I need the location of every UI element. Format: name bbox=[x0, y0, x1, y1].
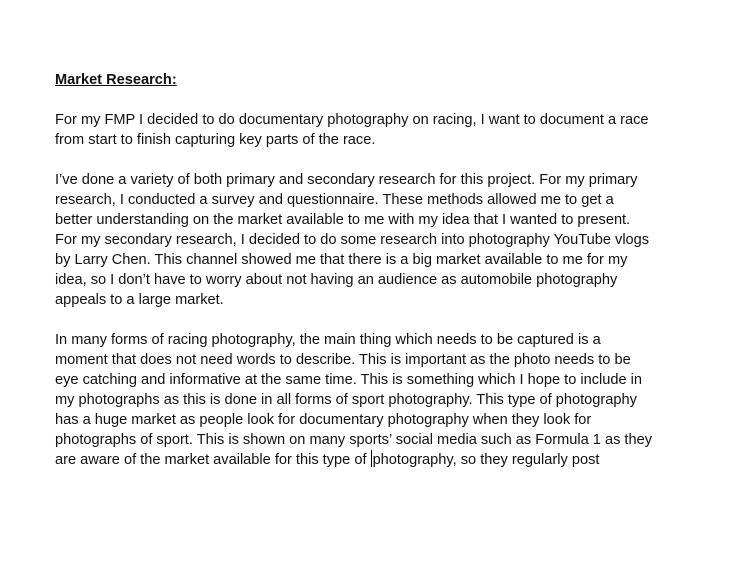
paragraph-line: better understanding on the market available to me with my idea that I wanted to present. bbox=[55, 212, 631, 228]
paragraph-line: In many forms of racing photography, the main thing which needs to be captured is a bbox=[55, 332, 601, 348]
paragraph-line: I’ve done a variety of both primary and secondary research for this project. For my primary bbox=[55, 172, 638, 188]
text-cursor bbox=[371, 450, 372, 467]
paragraph-line: appeals to a large market. bbox=[55, 292, 224, 308]
paragraph-line: idea, so I don’t have to worry about not having an audience as automobile photography bbox=[55, 272, 618, 288]
paragraph-last-line bbox=[55, 450, 695, 470]
paragraph-2 bbox=[55, 170, 695, 310]
paragraph-line: by Larry Chen. This channel showed me that there is a big market available to me for my bbox=[55, 252, 628, 268]
text-before-cursor: are aware of the market available for this type of bbox=[55, 452, 371, 468]
paragraph-1 bbox=[55, 110, 695, 150]
paragraph-line: has a huge market as people look for documentary photography when they look for bbox=[55, 412, 592, 428]
paragraph-line: eye catching and informative at the same time. This is something which I hope to include in bbox=[55, 372, 643, 388]
paragraph-line: from start to finish capturing key parts of the race. bbox=[55, 132, 376, 148]
document-heading: Market Research: bbox=[55, 72, 177, 88]
paragraph-line: my photographs as this is done in all forms of sport photography. This type of photography bbox=[55, 392, 637, 408]
paragraph-line: For my secondary research, I decided to do some research into photography YouTube vlogs bbox=[55, 232, 650, 248]
paragraph-line: moment that does not need words to describe. This is important as the photo needs to be bbox=[55, 352, 631, 368]
document-body[interactable] bbox=[55, 70, 695, 490]
paragraph-line: For my FMP I decided to do documentary photography on racing, I want to document a race bbox=[55, 112, 649, 128]
paragraph-3 bbox=[55, 330, 695, 470]
paragraph-line: photographs of sport. This is shown on many sports’ social media such as Formula 1 as they bbox=[55, 432, 653, 448]
paragraph-line: research, I conducted a survey and questionnaire. These methods allowed me to get a bbox=[55, 192, 614, 208]
text-after-cursor: photography, so they regularly post bbox=[372, 452, 600, 468]
